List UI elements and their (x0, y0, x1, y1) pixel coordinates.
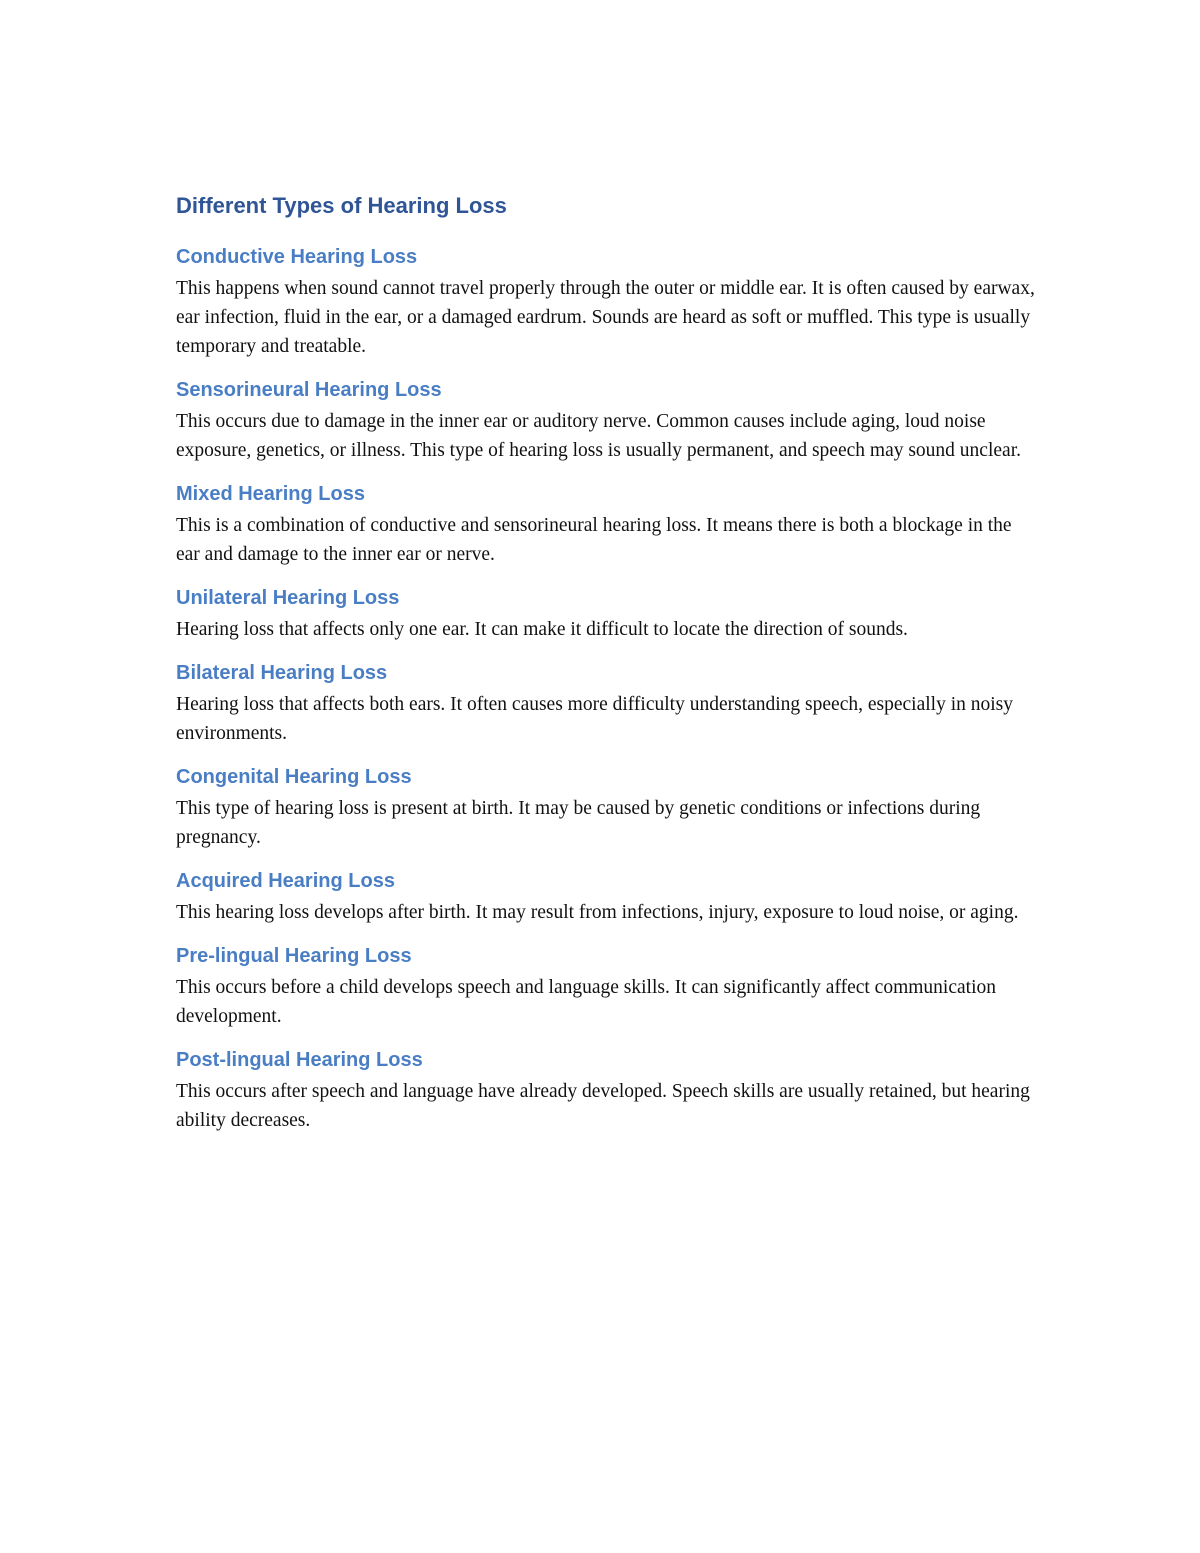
section-congenital (176, 762, 1036, 852)
section-post-lingual (176, 1045, 1036, 1135)
section-acquired (176, 866, 1036, 927)
section-heading: Congenital Hearing Loss (176, 766, 412, 788)
section-unilateral (176, 583, 1036, 644)
section-body: This hearing loss develops after birth. It may result from infections, injury, exposure to loud noise, or aging. (176, 902, 1019, 923)
section-body: This occurs before a child develops speech and language skills. It can significantly affect communication development. (176, 977, 996, 1027)
section-body: This occurs due to damage in the inner ear or auditory nerve. Common causes include aging, loud noise exposure, genetics, or illness. This type of hearing loss is usually permanent, and speech may sound unclear. (176, 411, 1021, 461)
section-body: This happens when sound cannot travel properly through the outer or middle ear. It is often caused by earwax, ear infection, fluid in the ear, or a damaged eardrum. Sounds are heard as soft or muffled. This type is usually temporary and treatable. (176, 278, 1035, 357)
section-heading: Mixed Hearing Loss (176, 483, 365, 505)
section-bilateral (176, 658, 1036, 748)
section-body: This is a combination of conductive and sensorineural hearing loss. It means there is both a blockage in the ear and damage to the inner ear or nerve. (176, 515, 1012, 565)
section-heading: Pre-lingual Hearing Loss (176, 945, 412, 967)
section-heading: Unilateral Hearing Loss (176, 587, 400, 609)
document-page (176, 190, 1036, 1149)
section-conductive (176, 242, 1036, 361)
section-body: This occurs after speech and language have already developed. Speech skills are usually retained, but hearing ability decreases. (176, 1081, 1030, 1131)
section-body: Hearing loss that affects only one ear. It can make it difficult to locate the direction of sounds. (176, 619, 908, 640)
document-title: Different Types of Hearing Loss (176, 193, 507, 218)
section-body: Hearing loss that affects both ears. It often causes more difficulty understanding speech, especially in noisy environments. (176, 694, 1013, 744)
section-mixed (176, 479, 1036, 569)
section-body: This type of hearing loss is present at birth. It may be caused by genetic conditions or infections during pregnancy. (176, 798, 981, 848)
section-heading: Conductive Hearing Loss (176, 246, 418, 268)
section-heading: Sensorineural Hearing Loss (176, 379, 442, 401)
section-pre-lingual (176, 941, 1036, 1031)
section-heading: Acquired Hearing Loss (176, 870, 395, 892)
section-heading: Bilateral Hearing Loss (176, 662, 388, 684)
section-heading: Post-lingual Hearing Loss (176, 1049, 423, 1071)
section-sensorineural (176, 375, 1036, 465)
